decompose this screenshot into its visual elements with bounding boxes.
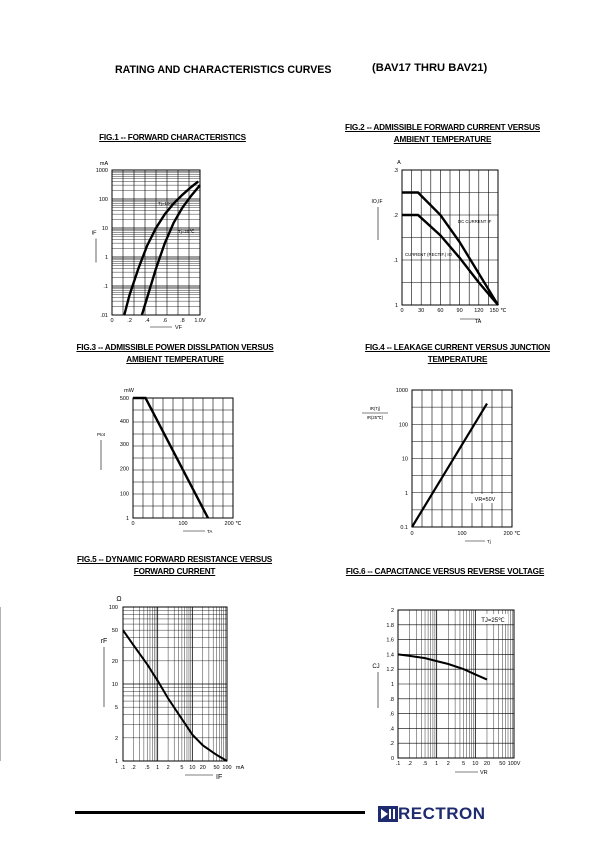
x-tick-label: .8	[180, 318, 185, 324]
x-tick-label: .5	[144, 765, 150, 771]
y-unit-label: mW	[124, 388, 134, 394]
fig6-title: FIG.6 -- CAPACITANCE VERSUS REVERSE VOLTAGE	[345, 567, 545, 576]
y-axis-label-den: IR(25℃)	[366, 415, 384, 420]
x-tick-label: 100V	[507, 761, 521, 767]
y-axis-label-num: IR(Tj)	[369, 406, 381, 411]
x-tick-label: 150 ℃	[489, 308, 507, 314]
y-tick-label: .1	[393, 258, 398, 264]
y-axis-label: IO,IF	[371, 199, 383, 205]
y-tick-label: 300	[119, 442, 129, 448]
x-tick-label: 10	[189, 765, 196, 771]
series-label: Tj=100℃	[158, 201, 177, 206]
y-tick-label: 10	[401, 456, 408, 463]
y-unit-label: mA	[99, 161, 109, 167]
y-tick-label: .2	[393, 213, 398, 219]
x-tick-label: 0	[410, 531, 414, 537]
y-tick-label: 2	[390, 608, 394, 614]
y-tick-label: 100	[98, 197, 108, 203]
fig1-title: FIG.1 -- FORWARD CHARACTERISTICS	[99, 133, 246, 142]
x-tick-label: 100	[222, 765, 232, 771]
x-tick-label: .4	[144, 318, 150, 324]
y-axis-label: CJ	[372, 664, 380, 670]
y-tick-label: 1000	[95, 168, 108, 174]
series-label: CURRENT (RECTIF.) IO	[405, 252, 452, 257]
y-tick-label: 1	[390, 682, 394, 688]
x-tick-label: 0	[400, 308, 404, 314]
x-tick-label: 20	[483, 761, 491, 767]
rectron-logo	[378, 804, 486, 824]
x-axis-label: Tj	[487, 539, 491, 544]
x-tick-label: .1	[120, 765, 126, 771]
x-axis-label: VF	[175, 325, 183, 331]
y-tick-label: 0.1	[400, 525, 408, 531]
x-tick-label: .2	[127, 318, 132, 324]
y-axis-label: Ptot	[96, 432, 106, 437]
y-tick-label: 100	[108, 605, 118, 611]
y-tick-label: 1	[104, 255, 108, 261]
y-tick-label: .8	[389, 696, 394, 703]
series-label: Tj=25℃	[178, 229, 195, 234]
annotation-label: TJ=25℃	[481, 618, 505, 624]
x-tick-label: 0	[110, 318, 114, 324]
annotation-label: VR=50V	[474, 497, 496, 503]
y-unit-label: Ω	[116, 596, 122, 603]
y-tick-label: 10	[101, 226, 108, 232]
y-tick-label: 20	[111, 658, 118, 665]
x-axis-label: TA	[474, 319, 482, 325]
x-tick-label: 10	[472, 761, 479, 767]
y-tick-label: .4	[389, 726, 394, 733]
x-unit-label: mA	[235, 765, 245, 771]
y-tick-label: 1	[125, 516, 129, 522]
y-tick-label: 2	[114, 735, 118, 742]
y-tick-label: 1.2	[386, 667, 394, 674]
x-tick-label: 2	[446, 761, 450, 767]
y-tick-label: 0	[390, 756, 394, 762]
x-tick-label: 200 ℃	[224, 521, 242, 527]
y-tick-label: 1000	[395, 388, 408, 394]
x-tick-label: 0	[131, 521, 135, 527]
y-tick-label: 1	[404, 490, 408, 497]
x-tick-label: 1	[435, 761, 439, 767]
y-tick-label: .01	[100, 313, 108, 319]
x-tick-label: 120	[474, 308, 484, 314]
x-tick-label: 50	[499, 761, 506, 767]
y-tick-label: 500	[119, 396, 129, 402]
y-tick-label: 200	[119, 466, 129, 473]
y-unit-label: A	[397, 160, 401, 166]
x-tick-label: .6	[162, 318, 168, 324]
y-tick-label: 1	[114, 759, 118, 765]
x-tick-label: 2	[166, 765, 170, 771]
x-tick-label: 90	[456, 308, 463, 314]
x-tick-label: 20	[199, 765, 206, 771]
footer-rule	[75, 811, 365, 814]
x-tick-label: 5	[462, 761, 466, 767]
page-title: RATING AND CHARACTERISTICS CURVES	[115, 64, 332, 76]
brand-name: RECTRON	[398, 804, 486, 823]
y-tick-label: .6	[389, 711, 394, 718]
y-tick-label: 100	[119, 491, 129, 498]
x-tick-label: 1	[156, 765, 160, 771]
x-tick-label: 50	[213, 765, 220, 771]
fig2-title: FIG.2 -- ADMISSIBLE FORWARD CURRENT VERSUS AMBIENT TEMPERATURE	[345, 123, 540, 144]
rectron-logo-icon	[378, 806, 398, 822]
y-tick-label: 1.8	[386, 622, 394, 629]
y-tick-label: 1	[394, 303, 398, 309]
fig4-title: FIG.4 -- LEAKAGE CURRENT VERSUS JUNCTION TEMPERATURE	[365, 343, 550, 364]
page-subtitle: (BAV17 THRU BAV21)	[372, 62, 488, 74]
y-tick-label: .2	[389, 741, 394, 748]
x-tick-label: .2	[407, 761, 412, 767]
y-tick-label: 10	[111, 682, 118, 688]
y-axis-label: IF	[91, 230, 97, 237]
x-tick-label: .1	[395, 761, 401, 767]
fig5-title: FIG.5 -- DYNAMIC FORWARD RESISTANCE VERSUS FORWARD CURRENT	[76, 555, 273, 576]
y-tick-label: 50	[111, 628, 118, 635]
x-axis-label: TA	[207, 529, 213, 534]
x-tick-label: 60	[437, 308, 444, 314]
y-tick-label: 1.4	[386, 652, 394, 659]
fig3-title: FIG.3 -- ADMISSIBLE POWER DISSLPATION VERSUS AMBIENT TEMPERATURE	[76, 343, 274, 364]
x-tick-label: 5	[180, 765, 184, 771]
series-label: DC CURRENT IF	[458, 219, 492, 224]
y-axis-label: rF	[100, 638, 108, 645]
x-tick-label: .2	[131, 765, 136, 771]
x-tick-label: .5	[422, 761, 428, 767]
x-tick-label: 100	[178, 521, 188, 527]
x-axis-label: IF	[216, 774, 223, 781]
y-tick-label: 100	[398, 422, 408, 429]
x-tick-label: 30	[418, 308, 425, 314]
x-tick-label: 200 ℃	[503, 531, 521, 537]
y-tick-label: .3	[393, 168, 398, 174]
y-tick-label: 400	[119, 419, 129, 425]
y-tick-label: .1	[103, 284, 108, 290]
y-tick-label: 5	[114, 705, 118, 712]
x-axis-label: VR	[480, 770, 488, 776]
x-tick-label: 100	[457, 531, 467, 537]
y-tick-label: 1.6	[386, 637, 394, 644]
x-tick-label: 1.0V	[194, 318, 206, 324]
